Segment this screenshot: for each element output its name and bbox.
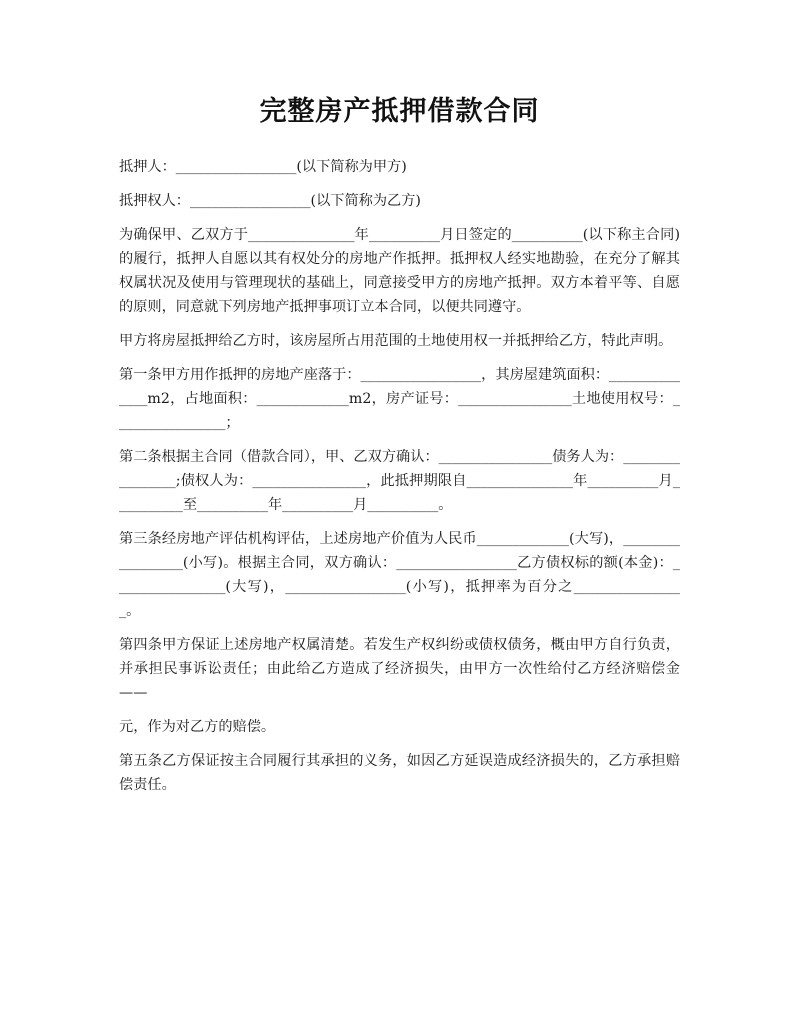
article-5: 第五条乙方保证按主合同履行其承担的义务，如因乙方延误造成经济损失的，乙方承担赔偿责任。 bbox=[119, 753, 680, 793]
article-2: 第二条根据主合同（借款合同），甲、乙双方确认：________________债务人为：________________;债权人为：________________，此抵押期限自_______________年__________月__________至__________年__________月__________。 bbox=[119, 449, 680, 513]
mortgagee-line: 抵押权人：_________________(以下简称为乙方) bbox=[119, 193, 421, 209]
article-3: 第三条经房地产评估机构评估，上述房地产价值为人民币_____________(大写)，_________________(小写)。根据主合同，双方确认：_________________乙方债权标的额(本金)：________________(大写)，_________________(小写)，抵押率为百分之________________。 bbox=[119, 531, 680, 619]
document-title: 完整房产抵押借款合同 bbox=[259, 96, 540, 127]
article-4: 第四条甲方保证上述房地产权属清楚。若发生产权纠纷或债权债务，概由甲方自行负责，并承担民事诉讼责任；由此给乙方造成了经济损失，由甲方一次性给付乙方经济赔偿金—— bbox=[119, 637, 680, 701]
mortgagor-line: 抵押人：_________________(以下简称为甲方) bbox=[119, 159, 407, 175]
article-4-continuation: 元，作为对乙方的赔偿。 bbox=[119, 719, 276, 735]
land-use-statement: 甲方将房屋抵押给乙方时，该房屋所占用范围的土地使用权一并抵押给乙方，特此声明。 bbox=[119, 333, 673, 349]
preamble-paragraph: 为确保甲、乙双方于_______________年__________月日签定的__________(以下称主合同)的履行，抵押人自愿以其有权处分的房地产作抵押。抵押权人经实地勘验，在充分了解其权属状况及使用与管理现状的基础上，同意接受甲方的房地产抵押。双方本着平等、自愿的原则，同意就下列房地产抵押事项订立本合同，以便共同遵守。 bbox=[119, 227, 680, 315]
article-1: 第一条甲方用作抵押的房地产座落于：_________________，其房屋建筑面积：______________m2，占地面积：_____________m2，房产证号：________________土地使用权号：________________； bbox=[119, 367, 680, 431]
